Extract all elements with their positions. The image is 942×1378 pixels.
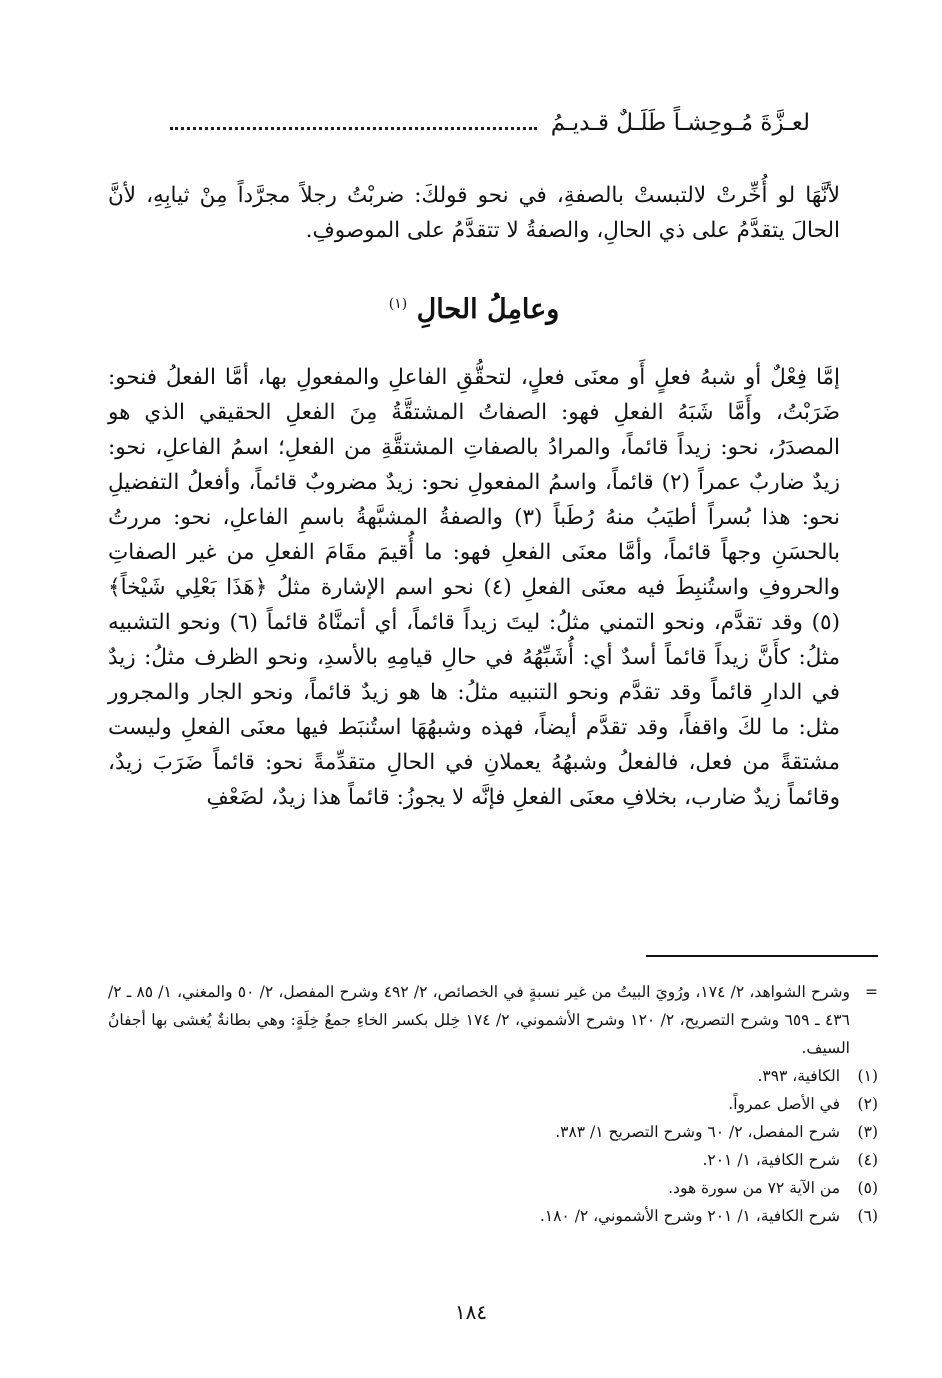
footnote-text: في الأصل عمرواً.: [728, 1095, 840, 1113]
footnote-text: شرح الكافية، ١/ ٢٠١ وشرح الأشموني، ٢/ ١٨٠.: [539, 1207, 840, 1225]
footnote-number: (١): [857, 1067, 878, 1085]
footnote-text: شرح المفصل، ٢/ ٦٠ وشرح التصريح ١/ ٣٨٣.: [555, 1123, 840, 1141]
footnote-text: الكافية، ٣٩٣.: [757, 1067, 840, 1085]
heading-text: وعامِلُ الحالِ: [416, 294, 560, 325]
footnote-continuation-text: وشرح الشواهد، ٢/ ١٧٤، ورُويَ البيتُ من غير نسبةٍ في الخصائص، ٢/ ٤٩٢ وشرح المفصل، ٢/ ٥٠ والمغني، ١/ ٨٥ ـ ٢/ ٤٣٦ ـ ٦٥٩ وشرح التصريح، ٢/ ١٢٠ وشرح الأشموني، ٢/ ١٧٤ خِلل بكسر الخاءِ جمعُ خِلَةٍ: وهي بطانةٌ يُغشى بها أجفانُ السيف.: [108, 983, 851, 1057]
footnotes-section: [108, 978, 878, 1230]
verse-dots-separator: [170, 126, 537, 130]
footnote-item: [108, 1062, 878, 1090]
footnote-text: من الآية ٧٢ من سورة هود.: [668, 1179, 840, 1197]
footnote-number: (٦): [857, 1207, 878, 1225]
footnote-item: [108, 1118, 878, 1146]
footnote-item: [108, 1174, 878, 1202]
footnote-number: (٢): [857, 1095, 878, 1113]
paragraph-continuation: لأنَّهَا لو أُخِّرتْ لالتبستْ بالصفةِ، في نحو قولكَ: ضربْتُ رجلاً مجرَّداً مِنْ ثيابِهِ، لأنَّ الحالَ يتقدَّمُ على ذي الحالِ، والصفةُ لا تتقدَّمُ على الموصوفِ.: [108, 183, 840, 243]
verse-hemistich: لعـزَّةَ مُـوحِشـاً طَلَـلٌ قـديـمُ: [550, 110, 810, 136]
footnote-item: [108, 1202, 878, 1230]
continuation-marker: =: [865, 983, 878, 1001]
section-heading: [108, 294, 840, 325]
footnote-continuation: [108, 978, 878, 1062]
main-paragraph: إمَّا فِعْلٌ أو شبهُ فعلٍ أَو معنَى فعلٍ، لتحقُّقِ الفاعلِ والمفعولِ بها، أمَّا الفعلُ فنحو: ضَرَبْتُ، وأَمَّا شَبَهُ الفعلِ فهو: الصفاتُ المشتقَّةُ مِنَ الفعلِ الحقيقي الذي هو المصدَرُ، نحو: زيداً قائماً، والمرادُ بالصفاتِ المشتقَّةِ من الفعلِ؛ اسمُ الفاعلِ، نحو: زيدٌ ضاربٌ عمراً (٢) قائماً، واسمُ المفعولِ نحو: زيدٌ مضروبٌ قائماً، وأفعلُ التفضيلِ نحو: هذا بُسراً أطيَبُ منهُ رُطَباً (٣) والصفةُ المشبَّهةُ باسمِ الفاعلِ، نحو: مررتُ بالحسَنِ وجهاً قائماً، وأمَّا معنَى الفعلِ فهو: ما أُقيمَ مقَامَ الفعلِ من غير الصفاتِ والحروفِ واستُنبِطَ فيه معنَى الفعلِ (٤) نحو اسم الإشارة مثلُ ﴿هَذَا بَعْلِي شَيْخاً﴾ (٥) وقد تقدَّم، ونحو التمني مثلُ: ليتَ زيداً قائماً، أي أتمنَّاهُ قائماً (٦) ونحو التشبيه مثلُ: كأَنَّ زيداً قائماً أسدٌ أي: أُشَبِّهُهُ في حالِ قيامِهِ بالأسدِ، ونحو الظرف مثلُ: زيدٌ في الدارِ قائماً وقد تقدَّم ونحو التنبيه مثلُ: ها هو زيدٌ قائماً، ونحو الجار والمجرور مثل: ما لكَ واقفاً، وقد تقدَّم أيضاً، فهذه وشبهُهَا استُنبَط فيها معنَى الفعلِ وليست مشتقةً من فعل، فالفعلُ وشبهُهُ يعملانِ في الحالِ متقدِّمةً نحو: قائماً ضَرَبَ زيدٌ، وقائماً زيدٌ ضارب، بخلافِ معنَى الفعلِ فإنَّه لا يجوزُ: قائماً هذا زيدٌ، لضَعْفِ: [108, 365, 840, 810]
page-number: ١٨٤: [454, 1300, 488, 1324]
footnote-number: (٥): [857, 1179, 878, 1197]
poetry-verse-line: [170, 110, 810, 136]
footnote-divider: [646, 955, 878, 957]
footnote-number: (٤): [857, 1151, 878, 1169]
footnote-item: [108, 1090, 878, 1118]
footnote-text: شرح الكافية، ١/ ٢٠١.: [702, 1151, 840, 1169]
footnote-number: (٣): [857, 1123, 878, 1141]
footnote-item: [108, 1146, 878, 1174]
heading-footnote-ref: (١): [388, 296, 408, 312]
